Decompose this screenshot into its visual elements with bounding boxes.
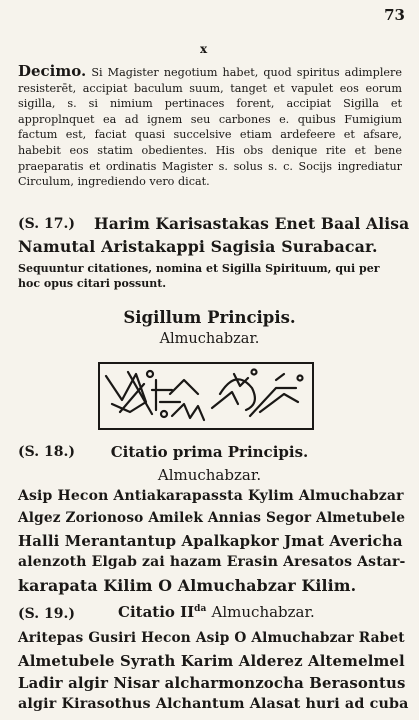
s19-line-4: algir Kirasothus Alchantum Alasat huri ad cuba (18, 696, 409, 712)
sigillum-name: Almuchabzar. (159, 331, 260, 347)
s18-line-3: Halli Merantantup Apalkapkor Jmat Avericha (18, 532, 403, 550)
decimo-lead: Decimo. (18, 62, 87, 80)
s18-line-1: Asip Hecon Antiakarapassta Kylim Almuchabzar (18, 488, 404, 504)
sigillum-title: Sigillum Principis. (123, 308, 296, 327)
s18-heading: Citatio prima Principis. (110, 443, 309, 461)
s18-name: Almuchabzar. (157, 466, 262, 484)
s17-note: Sequuntur citationes, nomina et Sigilla Spirituum, qui per hoc opus citari possunt. (18, 262, 380, 290)
decimo-text: Si Magister negotium habet, quod spiritus adimplere resisterēt, accipiat baculum suum, tanget et vapulet eos eorum sigilla, s. si nimium pertinaces forent, accipiat Sigilla et approplnquet ea ad ignem seu carbones e. quibus Fumigium factum est, faciat quasi succelsive etiam ardefeere et afsare, habebit eos statim obedientes. His obs denique rite et bene praeparatis et ordinatis Magister s. solus s. c. Socijs ingrediatur Circulum, ingrediendo vero dicat. (18, 66, 402, 189)
s19-heading-name: Almuchabzar. (211, 603, 315, 621)
signature-mark: x (200, 42, 208, 56)
s19-line-1: Aritepas Gusiri Hecon Asip O Almuchabzar Rabet (18, 630, 405, 646)
page-number: 73 (384, 6, 405, 24)
section-19-number: (S. 19.) (18, 606, 75, 622)
s18-line-4: alenzoth Elgab zai hazam Erasin Aresatos Astar- (18, 554, 406, 570)
section-18-number: (S. 18.) (18, 444, 75, 460)
s19-heading-text: Citatio II (118, 603, 195, 621)
s19-heading (118, 603, 315, 621)
section-17-number: (S. 17.) (18, 216, 75, 232)
decimo-paragraph (18, 64, 402, 190)
s18-line-2: Algez Zorionoso Amilek Annias Segor Almetubele (18, 510, 406, 526)
s19-heading-sup: da (194, 604, 207, 614)
spirit-seal-drawing (100, 364, 312, 428)
s17-line-1: Harim Karisastakas Enet Baal Alisa (94, 214, 410, 233)
s17-line-2: Namutal Aristakappi Sagisia Surabacar. (18, 237, 378, 256)
s18-line-5: karapata Kilim O Almuchabzar Kilim. (18, 576, 357, 595)
s19-line-2: Almetubele Syrath Karim Alderez Altemelmel (18, 652, 405, 670)
seal-box (98, 362, 314, 430)
s19-line-3: Ladir algir Nisar alcharmonzocha Berasontus (18, 674, 406, 692)
